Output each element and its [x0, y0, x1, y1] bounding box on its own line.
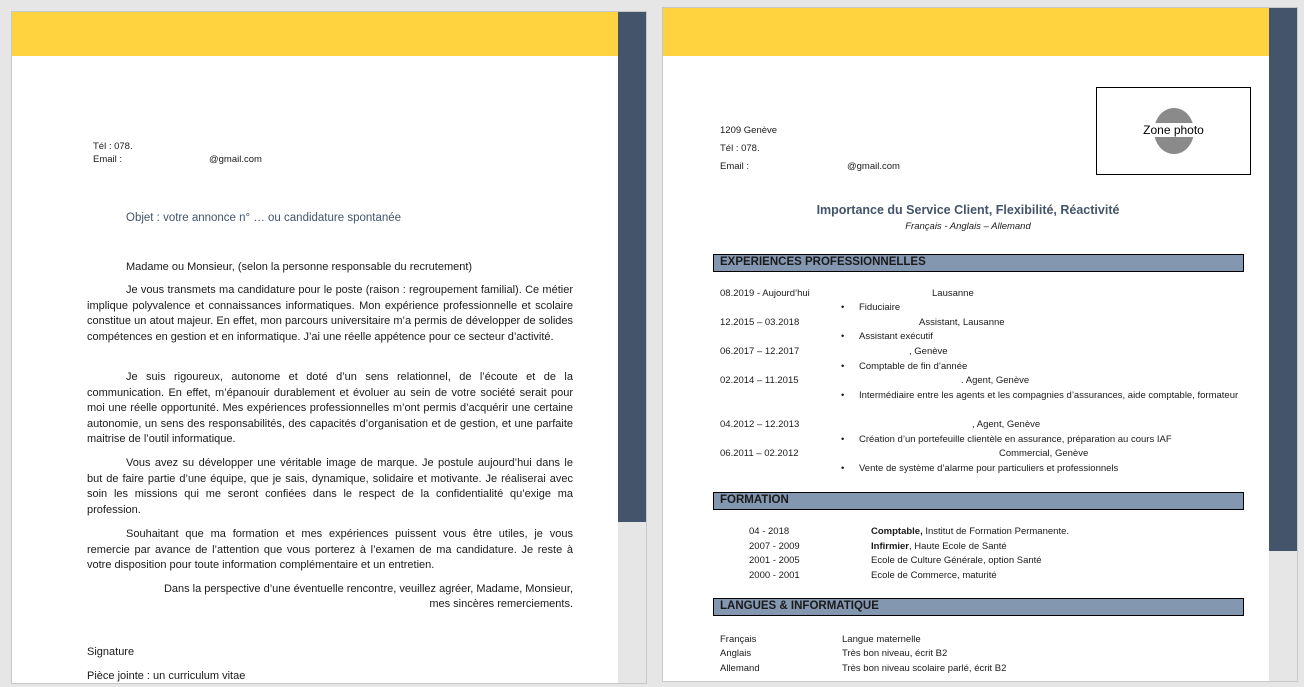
photo-placeholder-label: Zone photo: [1143, 123, 1204, 137]
experience-employer: Commercial, Genève: [999, 448, 1089, 459]
education-dates: 04 - 2018: [749, 526, 790, 537]
cv-title: Importance du Service Client, Flexibilité, Réactivité: [816, 203, 1120, 217]
education-school: Institut de Formation Permanente.: [922, 526, 1070, 537]
letter-signature: Signature: [87, 646, 135, 658]
education-degree: Comptable,: [871, 526, 923, 537]
header-band: [12, 12, 618, 56]
experience-bullet: • Intermédiaire entre les agents et les compagnies d’assurances, aide comptable, formateur: [859, 389, 1239, 404]
section-header-education: FORMATION: [713, 492, 1244, 510]
letter-attachment: Pièce jointe : un curriculum vitae: [87, 670, 246, 682]
education-entry: [871, 526, 1069, 537]
language-level: Langue maternelle: [842, 634, 921, 645]
experience-employer: , Agent, Genève: [972, 419, 1041, 430]
letter-subject: Objet : votre annonce n° … ou candidature spontanée: [126, 212, 402, 224]
experience-dates: 08.2019 - Aujourd’hui: [720, 288, 810, 299]
letter-paragraph: Souhaitant que ma formation et mes expériences puissent vous être utiles, je vous remercie par avance de l’attention que vous porterez à l’examen de ma candidature. Je reste à votre disposition pour toute information complémentaire et un entretien.: [87, 528, 573, 571]
sidebar-margin: [1269, 551, 1297, 681]
experience-employer: . Agent, Genève: [961, 375, 1030, 386]
cv-address: 1209 Genève: [720, 125, 778, 136]
language-name: Français: [720, 634, 757, 645]
letter-paragraph: Vous avez su développer une véritable image de marque. Je postule aujourd’hui dans le but de faire partie d’une équipe, que je sais, dynamique, solidaire et motivante. Je réaliserai avec soin les missions qui me seront confiées dans le respect de la confidentialité qu’exige ma profession.: [87, 457, 573, 516]
language-level: Très bon niveau scolaire parlé, écrit B2: [842, 663, 1007, 674]
experience-employer: Assistant, Lausanne: [919, 317, 1005, 328]
cover-letter-page: [11, 11, 647, 684]
education-dates: 2000 - 2001: [749, 570, 800, 581]
sidebar-accent: [1269, 8, 1297, 551]
letter-paragraph: Je vous transmets ma candidature pour le poste (raison : regroupement familial). Ce métier implique polyvalence et connaissances informatiques. Mon expérience professionnelle et scolaire constitue un atout majeur. En effet, mon parcours universitaire m’a permis de développer de solides compétences en gestion et en informatique. J’ai une réelle appétence pour ce secteur d’activité.: [87, 284, 573, 343]
education-dates: 2007 - 2009: [749, 541, 800, 552]
cv-email-value: @gmail.com: [847, 161, 900, 172]
language-level: Très bon niveau, écrit B2: [842, 648, 948, 659]
experience-employer: Lausanne: [932, 288, 974, 299]
education-dates: 2001 - 2005: [749, 555, 800, 566]
experience-dates: 12.2015 – 03.2018: [720, 317, 800, 328]
header-band: [663, 8, 1269, 56]
letter-email-label: Email :: [93, 154, 123, 165]
education-entry: [871, 555, 1042, 566]
education-degree: Infirmier: [871, 541, 910, 552]
letter-closing-line: Dans la perspective d’une éventuelle rencontre, veuillez agréer, Madame, Monsieur,: [163, 583, 573, 595]
experience-dates: 06.2011 – 02.2012: [720, 448, 799, 459]
section-header-languages: LANGUES & INFORMATIQUE: [713, 598, 1244, 616]
letter-email-value: @gmail.com: [209, 154, 262, 165]
cv-phone: Tél : 078.: [720, 143, 760, 154]
experience-dates: 04.2012 – 12.2013: [720, 419, 800, 430]
education-school: Ecole de Culture Générale, option Santé: [871, 555, 1042, 566]
cv-subtitle: Français - Anglais – Allemand: [905, 221, 1031, 232]
letter-closing-line: mes sincères remerciements.: [429, 598, 573, 610]
education-entry: [871, 570, 997, 581]
education-entry: [871, 541, 1007, 552]
experience-bullet: • Fiduciaire: [859, 301, 1239, 316]
education-school: , Haute Ecole de Santé: [909, 541, 1007, 552]
letter-phone: Tél : 078.: [93, 141, 133, 152]
experience-bullet: • Comptable de fin d’année: [859, 360, 1239, 375]
section-header-experience: EXPERIENCES PROFESSIONNELLES: [713, 254, 1244, 272]
photo-placeholder[interactable]: [1096, 87, 1251, 175]
sidebar-margin: [618, 522, 646, 683]
experience-employer: , Genève: [909, 346, 948, 357]
letter-paragraph: Je suis rigoureux, autonome et doté d’un sens relationnel, de l’écoute et de la communication. En effet, m’épanouir durablement et évoluer au sein de votre société serait pour moi une réelle opportunité. Mes expériences professionnelles m’ont permis d’acquérir une certaine autonomie, un sens des responsabilités, des capacités d’organisation et de gestion, et une parfaite maitrise de l’outil informatique.: [87, 371, 573, 445]
experience-dates: 06.2017 – 12.2017: [720, 346, 800, 357]
cv-email-label: Email :: [720, 161, 750, 172]
experience-bullet: • Vente de système d’alarme pour particuliers et professionnels: [859, 462, 1239, 477]
experience-bullet: • Assistant exécutif: [859, 330, 1239, 345]
sidebar-accent: [618, 12, 646, 522]
education-school: Ecole de Commerce, maturité: [871, 570, 997, 581]
letter-salutation: Madame ou Monsieur, (selon la personne responsable du recrutement): [126, 261, 473, 273]
language-name: Allemand: [720, 663, 760, 674]
experience-bullet: • Création d’un portefeuille clientèle en assurance, préparation au cours IAF: [859, 433, 1239, 448]
experience-dates: 02.2014 – 11.2015: [720, 375, 799, 386]
cv-page: [662, 7, 1298, 682]
language-name: Anglais: [720, 648, 752, 659]
